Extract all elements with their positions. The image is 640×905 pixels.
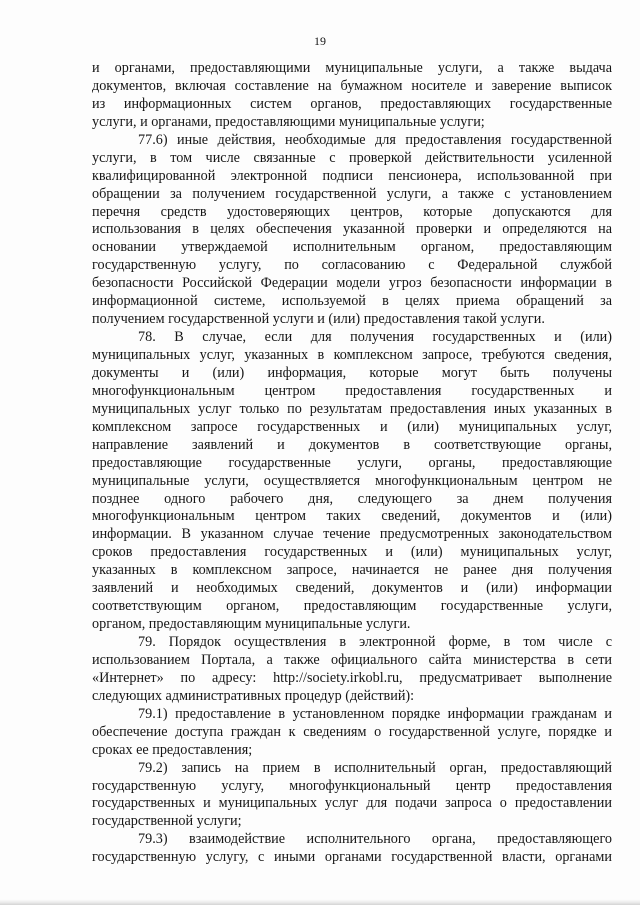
text-line: муниципальные услуги, осуществляется многофункциональным центром не	[92, 472, 612, 489]
text-line: государственных и муниципальных услуг для подачи запроса о предоставлении	[92, 795, 612, 812]
text-line: заявлений и необходимых сведений, документов и (или) информации	[92, 580, 612, 597]
text-line: государственной услуги;	[92, 813, 242, 830]
text-line: перечня средств удостоверяющих центров, которые допускаются для	[92, 203, 612, 220]
scan-bottom-edge	[0, 899, 640, 905]
text-line: государственную услугу, с иными органами государственной власти, органами	[92, 849, 612, 866]
text-line: из информационных систем органов, предоставляющих государственные	[92, 95, 612, 112]
text-line: 77.6) иные действия, необходимые для предоставления государственной	[138, 131, 612, 148]
text-line: использования в целях обеспечения указанной проверки и определяются на	[92, 221, 612, 238]
text-line: документы и (или) информация, которые могут быть получены	[92, 364, 612, 381]
text-line: 79.2) запись на прием в исполнительный орган, предоставляющий	[138, 759, 612, 776]
text-line: безопасности Российской Федерации модели угроз безопасности информации в	[92, 275, 612, 292]
text-line: государственную услугу, многофункциональный центр предоставления	[92, 777, 612, 794]
text-line: документов, включая составление на бумажном носителе и заверение выписок	[92, 77, 612, 94]
text-line: государственную услугу, по согласованию с Федеральной службой	[92, 257, 612, 274]
text-line: муниципальных услуг, указанных в комплексном запросе, требуются сведения,	[92, 347, 612, 363]
text-line: получением государственной услуги и (или) предоставления такой услуги.	[92, 311, 545, 328]
text-line: 79.3) взаимодействие исполнительного органа, предоставляющего	[138, 831, 612, 848]
text-line: основании утверждаемой исполнительным органом, предоставляющим	[92, 239, 612, 256]
text-line: муниципальных услуг только по результатам предоставления иных указанных в	[92, 400, 612, 417]
text-line: направление заявлений и документов в соответствующие органы,	[92, 436, 612, 453]
text-line: и органами, предоставляющими муниципальные услуги, а также выдача	[92, 60, 612, 76]
text-line: многофункциональным центром предоставления государственных и	[92, 382, 612, 399]
text-line: позднее одного рабочего дня, следующего за днем получения	[92, 490, 612, 507]
text-line: обращении за получением государственной услуги, а также с установлением	[92, 185, 612, 202]
text-line: комплексном запросе государственных и (или) муниципальных услуг,	[92, 418, 612, 435]
text-line: сроков предоставления государственных и (или) муниципальных услуг,	[92, 544, 612, 561]
text-line: многофункциональным центром таких сведений, документов и (или)	[92, 508, 612, 525]
text-line: услуги, в том числе связанные с проверкой действительности усиленной	[92, 149, 612, 166]
text-line: обеспечение доступа граждан к сведениям о государственной услуге, порядке и	[92, 723, 612, 740]
text-line: 79. Порядок осуществления в электронной форме, в том числе с	[138, 634, 612, 650]
text-line: следующих административных процедур (действий):	[92, 687, 415, 704]
text-line: квалифицированной электронной подписи пенсионера, использованной при	[92, 167, 612, 184]
text-line: предоставляющие государственные услуги, органы, предоставляющие	[92, 454, 612, 471]
text-line: указанных в комплексном запросе, начинается не ранее дня получения	[92, 562, 612, 579]
text-line: услуги, и органами, предоставляющими муниципальные услуги;	[92, 113, 485, 130]
page-number: 19	[314, 34, 326, 48]
text-line: информации. В указанном случае течение предусмотренных законодательством	[92, 526, 612, 543]
text-line: соответствующим органом, предоставляющим государственные услуги,	[92, 598, 612, 615]
text-line: 79.1) предоставление в установленном порядке информации гражданам и	[138, 705, 612, 722]
text-line: использованием Портала, а также официального сайта министерства в сети	[92, 651, 612, 668]
document-body	[92, 60, 612, 867]
text-line: 78. В случае, если для получения государственных и (или)	[138, 329, 612, 346]
text-line: органом, предоставляющим муниципальные услуги.	[92, 616, 411, 633]
text-line: информационной системе, используемой в целях приема обращений за	[92, 293, 612, 310]
text-line: сроках ее предоставления;	[92, 741, 253, 758]
text-line: «Интернет» по адресу: http://society.irkobl.ru, предусматривает выполнение	[92, 669, 612, 686]
